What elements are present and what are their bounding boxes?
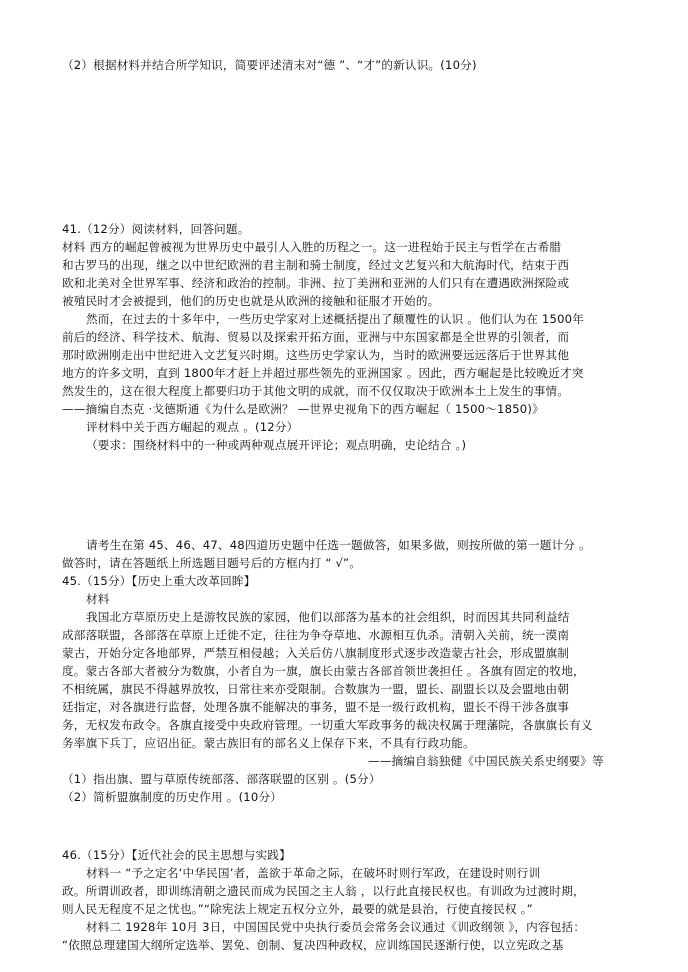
question-41-prompt: 评材料中关于西方崛起的观点 。(12分）: [86, 420, 299, 434]
material-text-line: 然发生的，这在很大程度上都要归功于其他文明的成就，而不仅仅取决于欧洲本土上发生的事情。: [62, 384, 570, 398]
question-41-requirement: （要求：围绕材料中的一种或两种观点展开评论；观点明确，史论结合 。): [86, 438, 467, 452]
material-text-line: 成部落联盟，各部落在草原上迁徙不定，往往为争夺草地、水源相互仇杀。清朝入关前，统一漠南: [62, 628, 570, 642]
material-label: 材料: [86, 592, 110, 606]
material-text-line: 地方的许多文明，直到 1800年才赶上并超过那些领先的亚洲国家 。因此，西方崛起是比较晚近才突: [62, 366, 584, 380]
material-text-line: 蒙古，开始分定各地部界，严禁互相侵越；入关后仿八旗制度形式逐步改造蒙古社会，形成盟旗制: [62, 646, 570, 660]
instruction-line: 做答时，请在答题纸上所选题目题号后的方框内打 “ √”。: [62, 556, 362, 570]
question-45-1: （1）指出旗、盟与草原传统部落、部落联盟的区别 。(5分）: [62, 772, 381, 786]
instruction-line: 请考生在第 45、46、47、48四道历史题中任选一题做答，如果多做，则按所做的第一题计分 。: [86, 538, 591, 552]
material-text-line: 政。所谓训政者，即训练清朝之遗民而成为民国之主人翁 ，以行此直接民权也。有训政为过渡时期，: [62, 884, 585, 898]
material-text-line: 前后的经济、科学技术、航海、贸易以及探索开拓方面，亚洲与中东国家都是全世界的引领者，而: [62, 330, 570, 344]
material-text-line: 材料一 “予之定名‘中华民国’者，盖欲于革命之际，在破坏时则行军政，在建设时则行训: [86, 866, 541, 880]
question-41-header: 41.（12分）阅读材料，回答问题。: [62, 222, 250, 236]
material-text-line: 度。蒙古各部大者被分为数旗，小者自为一旗，旗长由蒙古各部首领世袭担任 。各旗有固定的牧地，: [62, 664, 585, 678]
question-46-header: 46.（15分）【近代社会的民主思想与实践】: [62, 848, 291, 862]
material-text-line: 然而，在过去的十多年中，一些历史学家对上述概括提出了颠覆性的认识 。他们认为在 1500年: [86, 312, 585, 326]
material-text-line: 务，无权发布政令。各旗直接受中央政府管理。一切重大军政事务的裁决权属于理藩院，各旗旗长有义: [62, 718, 593, 732]
question-45-2: （2）简析盟旗制度的历史作用 。(10分）: [62, 790, 283, 804]
material-source: ——摘编自杰克 ·戈德斯通《为什么是欧洲？ —世界史视角下的西方崛起（ 1500～1850)》: [62, 402, 544, 416]
material-text-line: 那时欧洲刚走出中世纪进入文艺复兴时期。这些历史学家认为，当时的欧洲要远远落后于世界其他: [62, 348, 570, 362]
material-text-line: 我国北方草原历史上是游牧民族的家园，他们以部落为基本的社会组织，时而因其共同利益结: [86, 610, 570, 624]
question-45-header: 45.（15分）【历史上重大改革回眸】: [62, 574, 256, 588]
material-text-line: 材料二 1928年 10月 3日，中国国民党中央执行委员会常务会议通过《训政纲领 》，内容包括：: [86, 920, 586, 934]
material-source: ——摘编自翁独健《中国民族关系史纲要》等: [368, 754, 604, 768]
material-text-line: 和古罗马的出现，继之以中世纪欧洲的君主制和骑士制度，经过文艺复兴和大航海时代，结束于西: [62, 258, 570, 272]
material-text-line: 材料 西方的崛起曾被视为世界历史中最引人入胜的历程之一。这一进程始于民主与哲学在古希腊: [62, 240, 562, 254]
material-text-line: 廷指定，对各旗进行监督，处理各旗不能解决的事务，盟不是一级行政机构，盟长不得干涉各旗事: [62, 700, 570, 714]
material-text-line: 不相统属，旗民不得越界放牧，日常往来亦受限制。合数旗为一盟，盟长、副盟长以及会盟地由朝: [62, 682, 570, 696]
material-text-line: 被殖民时才会被提到，他们的历史也就是从欧洲的接触和征服才开始的。: [62, 294, 440, 308]
material-text-line: “依照总理建国大纲所定选举、罢免、创制、复决四种政权，应训练国民逐渐行使，以立宪政之基: [62, 938, 564, 952]
material-text-line: 欧和北美对全世界军事、经济和政治的控制。非洲、拉丁美洲和亚洲的人们只有在遭遇欧洲探险或: [62, 276, 570, 290]
material-text-line: 则人民无程度不足之忧也。”“除宪法上规定五权分立外，最要的就是县治，行使直接民权 。”: [62, 902, 533, 916]
material-text-line: 务率旗下兵丁，应诏出征。蒙古族旧有的部名义上保存下来，不具有行政功能。: [62, 736, 475, 750]
question-40-2: （2）根据材料并结合所学知识，简要评述清末对“德 ”、“才”的新认识。(10分): [62, 58, 477, 72]
